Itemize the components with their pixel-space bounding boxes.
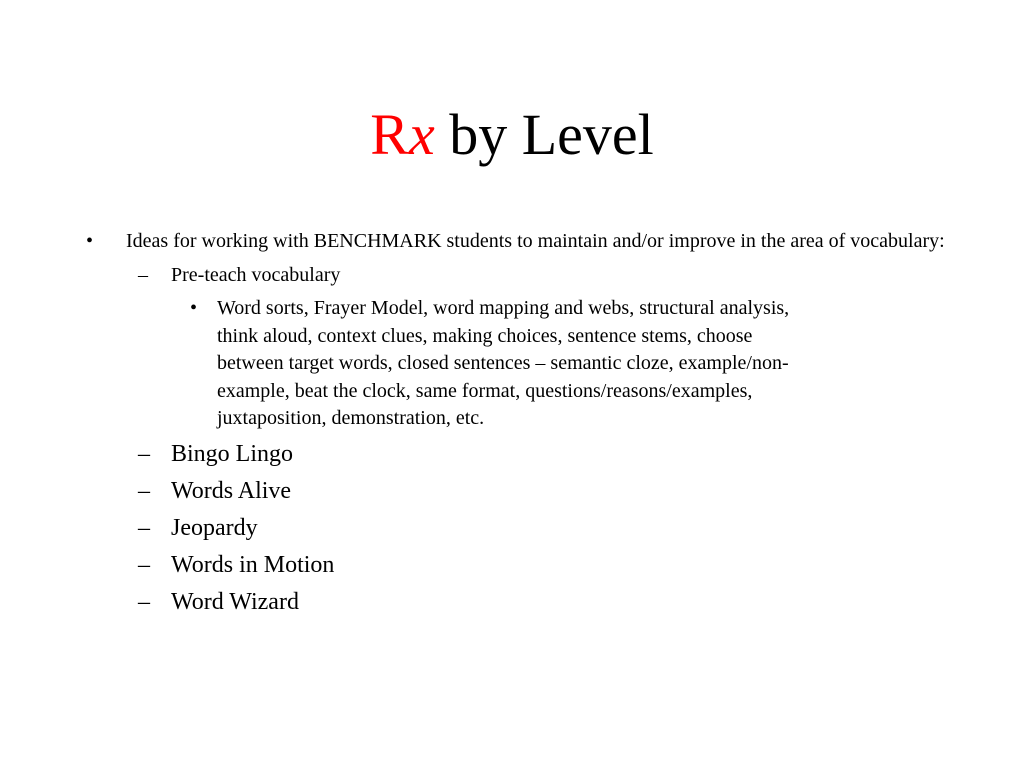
dash-icon: – bbox=[138, 588, 150, 615]
dash-icon: – bbox=[138, 514, 150, 541]
bullet-icon: • bbox=[190, 297, 198, 319]
dash-icon: – bbox=[138, 477, 150, 504]
title-rest: by Level bbox=[434, 102, 654, 167]
pre-teach-sub-text: Word sorts, Frayer Model, word mapping and webs, structural analysis, think aloud, context clues, making choices, sentence stems, choose between target words, closed sentences – semantic cloze, example/non-example, beat the clock, same format, questions/reasons/examples, juxtaposition, demonstration, etc. bbox=[217, 297, 790, 429]
activity-label: Words in Motion bbox=[171, 551, 335, 578]
slide-title bbox=[0, 100, 1024, 170]
dash-icon: – bbox=[138, 440, 150, 467]
pre-teach-sub-bullet bbox=[86, 295, 817, 433]
activity-item bbox=[86, 475, 956, 507]
dash-icon: – bbox=[138, 264, 148, 286]
activity-label: Word Wizard bbox=[171, 588, 299, 615]
activity-label: Bingo Lingo bbox=[171, 440, 294, 467]
activity-item bbox=[86, 438, 956, 470]
slide-body bbox=[86, 228, 956, 618]
activity-item bbox=[86, 512, 956, 544]
dash-icon: – bbox=[138, 551, 150, 578]
activity-label: Jeopardy bbox=[171, 514, 258, 541]
pre-teach-item bbox=[86, 262, 956, 289]
activity-item bbox=[86, 586, 956, 618]
main-bullet-text: Ideas for working with BENCHMARK students to maintain and/or improve in the area of vocabulary: bbox=[126, 230, 945, 252]
pre-teach-label: Pre-teach vocabulary bbox=[171, 264, 341, 286]
title-rx-x: x bbox=[408, 102, 435, 167]
title-rx-r: R bbox=[370, 102, 409, 167]
activity-label: Words Alive bbox=[171, 477, 292, 504]
bullet-icon: • bbox=[86, 230, 94, 252]
main-bullet bbox=[86, 228, 956, 255]
activity-item bbox=[86, 549, 956, 581]
